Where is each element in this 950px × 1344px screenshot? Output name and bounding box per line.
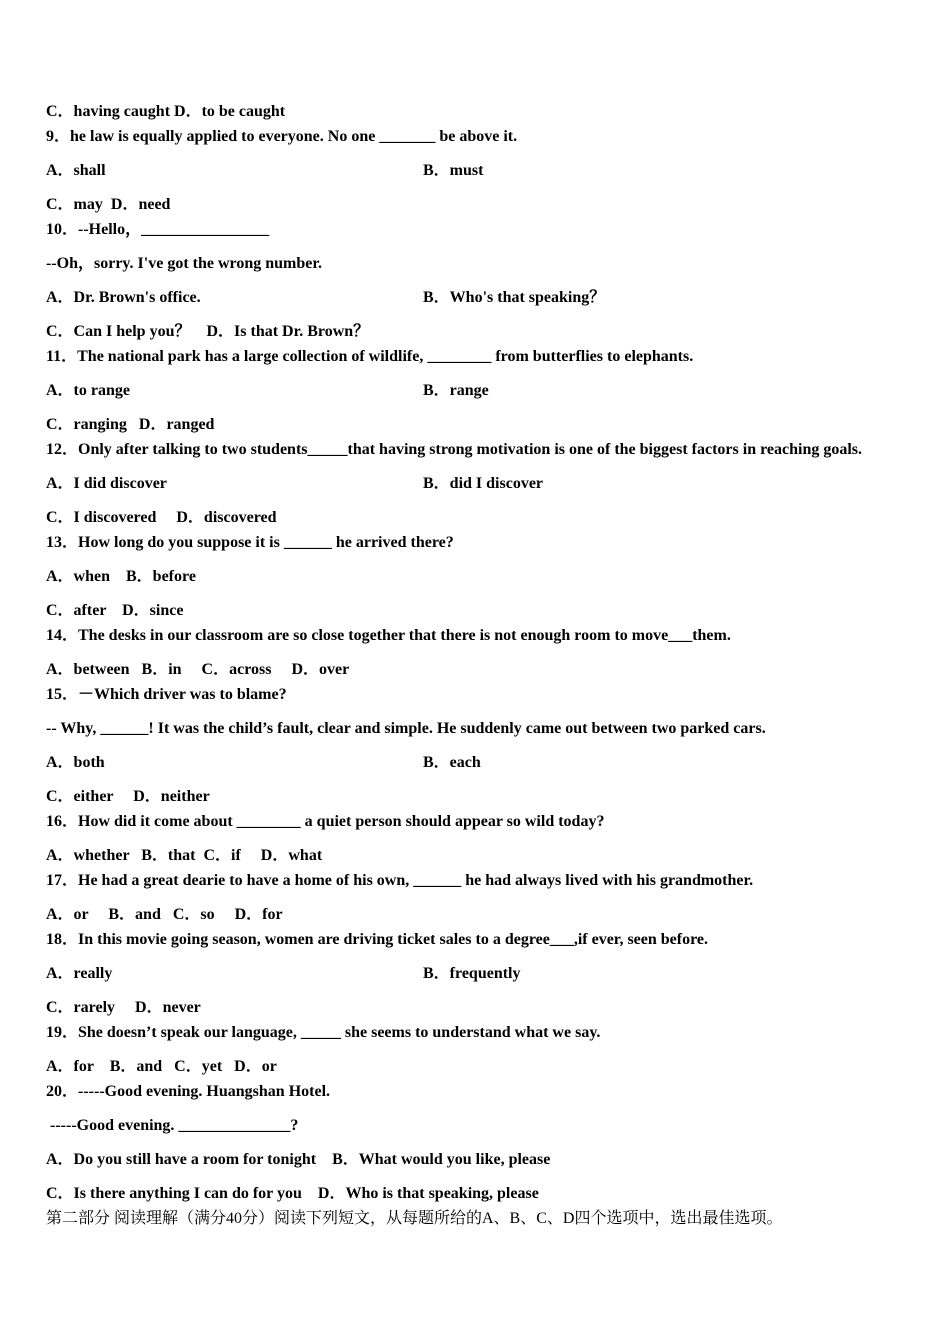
line-text: 第二部分 阅读理解（满分40分）阅读下列短文，从每题所给的A、B、C、D四个选项中，选出最佳选项。	[46, 1210, 783, 1227]
line-text: C．Can I help you？ D．Is that Dr. Brown？	[46, 323, 370, 340]
option-b: B．frequently	[423, 965, 521, 982]
question-13	[46, 533, 454, 553]
options-line	[46, 415, 214, 435]
options-line	[46, 753, 481, 773]
option-a: A．shall	[46, 162, 106, 179]
question-9	[46, 127, 517, 147]
options-line	[46, 601, 183, 621]
option-b: B．Who's that speaking？	[423, 289, 606, 306]
options-line	[46, 1184, 539, 1204]
options-line	[46, 846, 322, 866]
options-line	[46, 195, 170, 215]
question-10	[46, 220, 269, 240]
options-line	[46, 964, 521, 984]
line-text: C．having caught D．to be caught	[46, 103, 286, 120]
text-line	[46, 102, 285, 122]
line-text: -----Good evening. ______________?	[46, 1117, 299, 1134]
options-line	[46, 787, 210, 807]
section-heading	[46, 1209, 782, 1229]
line-text: 12．Only after talking to two students_____that having strong motivation is one of the biggest factors in reaching goals.	[46, 441, 863, 458]
options-line	[46, 474, 544, 494]
options-line	[46, 288, 606, 308]
line-text: 11．The national park has a large collection of wildlife, ________ from butterflies to elephants.	[46, 348, 694, 365]
question-18	[46, 930, 708, 950]
options-line	[46, 322, 369, 342]
line-text: 19．She doesn’t speak our language, _____ she seems to understand what we say.	[46, 1024, 601, 1041]
line-text: 17．He had a great dearie to have a home of his own, ______ he had always lived with his grandmother.	[46, 872, 754, 889]
question-12	[46, 440, 862, 460]
line-text: -- Why, ______! It was the child’s fault, clear and simple. He suddenly came out between two parked cars.	[46, 720, 766, 737]
line-text: 13．How long do you suppose it is ______ he arrived there?	[46, 534, 454, 551]
option-a: A．I did discover	[46, 475, 167, 492]
option-b: B．each	[423, 754, 481, 771]
question-11	[46, 347, 693, 367]
line-text: 9．he law is equally applied to everyone. No one _______ be above it.	[46, 128, 518, 145]
line-text: 14．The desks in our classroom are so close together that there is not enough room to move___them.	[46, 627, 731, 644]
line-text: 16．How did it come about ________ a quiet person should appear so wild today?	[46, 813, 605, 830]
line-text: A．whether B．that C．if D．what	[46, 847, 323, 864]
line-text: A．or B．and C．so D．for	[46, 906, 283, 923]
options-line	[46, 1150, 550, 1170]
options-line	[46, 381, 489, 401]
line-text: 10．--Hello，________________	[46, 221, 270, 238]
line-text: A．when B．before	[46, 568, 196, 585]
question-15	[46, 685, 287, 705]
option-b: B．range	[423, 382, 489, 399]
line-text: A．between B．in C．across D．over	[46, 661, 350, 678]
option-b: B．must	[423, 162, 484, 179]
options-line	[46, 161, 484, 181]
line-text: A．Do you still have a room for tonight B．What would you like, please	[46, 1151, 551, 1168]
text-line	[46, 1116, 298, 1136]
options-line	[46, 567, 196, 587]
line-text: C．ranging D．ranged	[46, 416, 215, 433]
question-20	[46, 1082, 330, 1102]
line-text: A．for B．and C．yet D．or	[46, 1058, 277, 1075]
option-a: A．really	[46, 965, 113, 982]
line-text: C．after D．since	[46, 602, 184, 619]
options-line	[46, 660, 349, 680]
question-14	[46, 626, 731, 646]
text-line	[46, 254, 322, 274]
option-a: A．to range	[46, 382, 130, 399]
line-text: C．Is there anything I can do for you D．Who is that speaking, please	[46, 1185, 539, 1202]
options-line	[46, 1057, 277, 1077]
line-text: C．either D．neither	[46, 788, 210, 805]
line-text: C．may D．need	[46, 196, 171, 213]
line-text: 15．－Which driver was to blame?	[46, 686, 287, 703]
options-line	[46, 905, 283, 925]
options-line	[46, 998, 201, 1018]
options-line	[46, 508, 277, 528]
question-17	[46, 871, 753, 891]
text-line	[46, 719, 766, 739]
line-text: 20．-----Good evening. Huangshan Hotel.	[46, 1083, 331, 1100]
line-text: --Oh，sorry. I've got the wrong number.	[46, 255, 323, 272]
option-b: B．did I discover	[423, 475, 544, 492]
question-16	[46, 812, 604, 832]
line-text: C．rarely D．never	[46, 999, 201, 1016]
line-text: C．I discovered D．discovered	[46, 509, 277, 526]
line-text: 18．In this movie going season, women are driving ticket sales to a degree___,if ever, seen before.	[46, 931, 709, 948]
question-19	[46, 1023, 600, 1043]
option-a: A．Dr. Brown's office.	[46, 289, 201, 306]
option-a: A．both	[46, 754, 105, 771]
